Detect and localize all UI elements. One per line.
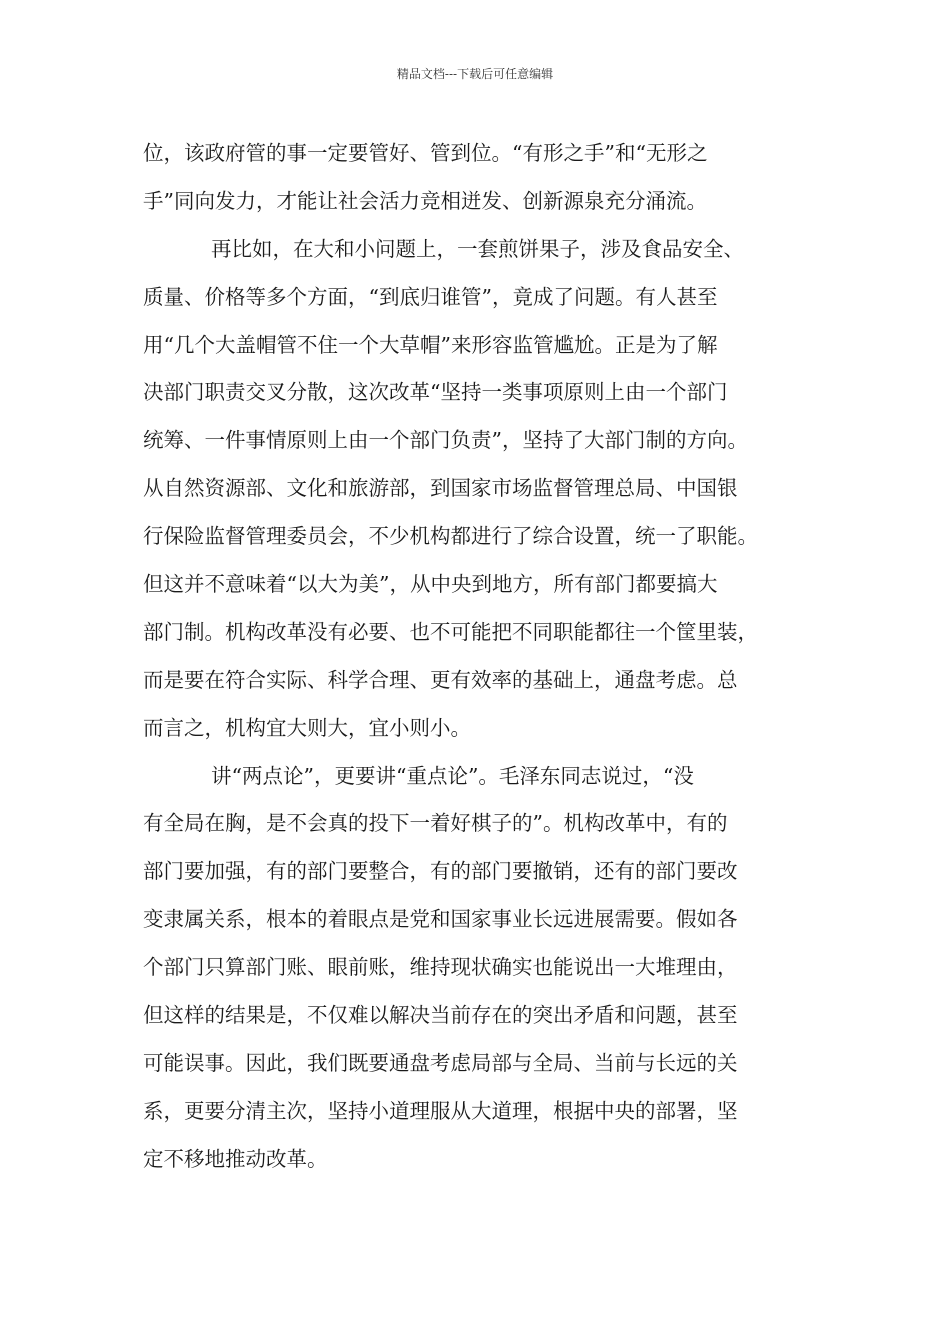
text-line: 个部门只算部门账、眼前账，维持现状确实也能说出一大堆理由， [143,955,738,980]
text-line: 变隶属关系，根本的着眼点是党和国家事业长远进展需要。假如各 [143,907,738,932]
text-line: 但这样的结果是，不仅难以解决当前存在的突出矛盾和问题，甚至 [143,1003,738,1028]
text-line: 系，更要分清主次，坚持小道理服从大道理，根据中央的部署，坚 [143,1098,738,1123]
text-line: 手”同向发力，才能让社会活力竞相迸发、创新源泉充分涌流。 [143,188,707,213]
text-line: 有全局在胸，是不会真的投下一着好棋子的”。机构改革中，有的 [143,811,728,836]
page-header: 精品文档---下载后可任意编辑 [396,67,554,81]
text-line: 可能误事。因此，我们既要通盘考虑局部与全局、当前与长远的关 [143,1050,738,1075]
text-line: 统筹、一件事情原则上由一个部门负责”，坚持了大部门制的方向。 [143,428,748,453]
text-line: 质量、价格等多个方面，“到底归谁管”，竟成了问题。有人甚至 [143,284,718,309]
text-line: 位，该政府管的事一定要管好、管到位。“有形之手”和“无形之 [143,141,708,165]
text-line: 部门要加强，有的部门要整合，有的部门要撤销，还有的部门要改 [143,859,738,884]
paragraph-start-line: 再比如，在大和小问题上，一套煎饼果子，涉及食品安全、 [211,236,744,261]
text-line: 定不移地推动改革。 [143,1146,328,1171]
text-line: 决部门职责交叉分散，这次改革“坚持一类事项原则上由一个部门 [143,380,728,405]
text-line: 而言之，机构宜大则大，宜小则小。 [143,715,471,740]
text-line: 从自然资源部、文化和旅游部，到国家市场监督管理总局、中国银 [143,476,738,501]
text-line: 行保险监督管理委员会，不少机构都进行了综合设置，统一了职能。 [143,524,758,549]
text-line: 部门制。机构改革没有必要、也不可能把不同职能都往一个筐里装， [143,619,758,644]
text-line: 但这并不意味着“以大为美”，从中央到地方，所有部门都要搞大 [143,572,718,597]
document-body [143,130,815,1184]
text-line: 用“几个大盖帽管不住一个大草帽”来形容监管尴尬。正是为了解 [143,332,718,357]
paragraph-start-line: 讲“两点论”，更要讲“重点论”。毛泽东同志说过，“没 [211,763,694,788]
text-line: 而是要在符合实际、科学合理、更有效率的基础上，通盘考虑。总 [143,667,738,692]
